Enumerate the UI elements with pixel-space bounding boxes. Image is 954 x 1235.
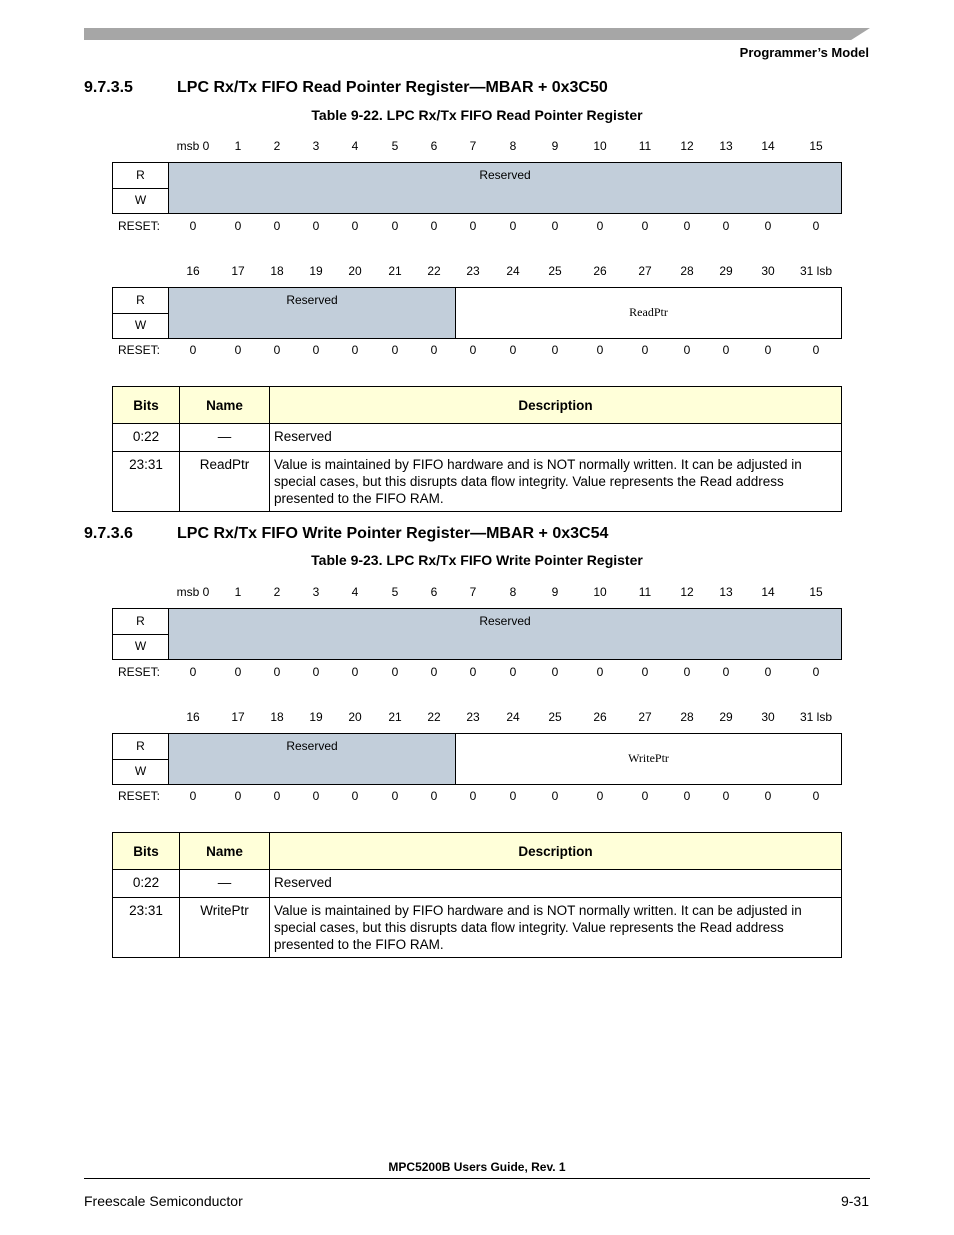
reset-value: 0 (596, 665, 604, 679)
reset-value: 0 (596, 343, 604, 357)
reset-value: 0 (469, 343, 477, 357)
reset-value: 0 (551, 665, 559, 679)
bit-number: msb 0 (176, 139, 210, 153)
reset-label: RESET: (118, 665, 161, 679)
document-title: MPC5200B Users Guide, Rev. 1 (388, 1160, 566, 1174)
bit-number: 10 (593, 585, 607, 599)
reset-value: 0 (812, 343, 820, 357)
reset-value: 0 (596, 219, 604, 233)
company-name: Freescale Semiconductor (84, 1193, 243, 1209)
reset-label: RESET: (118, 343, 161, 357)
reset-value: 0 (391, 789, 399, 803)
bit-number: 26 (593, 264, 607, 278)
bit-number: 29 (719, 264, 733, 278)
reset-value: 0 (764, 219, 772, 233)
column-header: Description (270, 833, 842, 870)
section-heading (84, 525, 608, 543)
bit-number: 30 (761, 710, 775, 724)
reset-value: 0 (469, 789, 477, 803)
reset-value: 0 (683, 789, 691, 803)
reset-value: 0 (509, 665, 517, 679)
bit-number: 9 (551, 585, 559, 599)
read-label: R (113, 609, 169, 635)
bit-number: 14 (761, 139, 775, 153)
section-title: LPC Rx/Tx FIFO Read Pointer Register—MBAR + 0x3C50 (177, 79, 608, 96)
bit-number: 2 (273, 139, 281, 153)
table-caption: Table 9-22. LPC Rx/Tx FIFO Read Pointer Register (311, 107, 643, 123)
reset-value: 0 (189, 789, 197, 803)
table-header-row (113, 387, 842, 424)
read-label: R (113, 163, 169, 189)
reset-values (112, 343, 842, 359)
column-header: Bits (113, 387, 180, 424)
write-label: W (113, 188, 169, 213)
bit-number: 21 (388, 264, 402, 278)
reset-value: 0 (683, 219, 691, 233)
reset-value: 0 (764, 343, 772, 357)
readptr-field (455, 288, 841, 338)
reset-value: 0 (391, 665, 399, 679)
bit-number: 8 (509, 139, 517, 153)
reset-value: 0 (551, 343, 559, 357)
reset-value: 0 (641, 789, 649, 803)
bit-numbers (112, 139, 842, 155)
reset-value: 0 (509, 789, 517, 803)
register-box (112, 608, 842, 660)
reset-value: 0 (812, 789, 820, 803)
table-row (113, 452, 842, 512)
reset-value: 0 (234, 343, 242, 357)
field-label: Reserved (286, 739, 338, 753)
reset-value: 0 (351, 789, 359, 803)
field-description-table (112, 386, 842, 512)
bit-number: 7 (469, 139, 477, 153)
reset-value: 0 (312, 789, 320, 803)
bit-numbers (112, 264, 842, 280)
reset-value: 0 (683, 343, 691, 357)
table-row (113, 424, 842, 452)
reset-value: 0 (764, 789, 772, 803)
bit-numbers (112, 585, 842, 601)
reserved-field (169, 288, 455, 338)
bit-number: 31 lsb (799, 710, 833, 724)
reset-value: 0 (764, 665, 772, 679)
bit-number: 22 (427, 710, 441, 724)
reset-value: 0 (722, 219, 730, 233)
bit-number: 3 (312, 139, 320, 153)
reset-value: 0 (189, 219, 197, 233)
bit-number: 22 (427, 264, 441, 278)
write-label: W (113, 634, 169, 659)
bit-number: 27 (638, 264, 652, 278)
description-cell: Reserved (270, 870, 842, 898)
bit-number: 9 (551, 139, 559, 153)
section-heading (84, 79, 608, 97)
reserved-field (169, 734, 455, 784)
bit-number: 13 (719, 139, 733, 153)
reset-value: 0 (391, 219, 399, 233)
reset-values (112, 789, 842, 805)
field-label: Reserved (479, 614, 531, 628)
reset-value: 0 (312, 343, 320, 357)
description-cell: Value is maintained by FIFO hardware and is NOT normally written. It can be adjusted in special cases, but this disrupts data flow integrity. Value represents the Read address presented to the FIFO RAM. (270, 898, 842, 958)
reset-value: 0 (430, 343, 438, 357)
reserved-field (169, 163, 841, 213)
running-header: Programmer’s Model (739, 45, 869, 60)
bits-cell: 23:31 (113, 898, 180, 958)
field-label: WritePtr (628, 751, 669, 765)
reset-value: 0 (551, 219, 559, 233)
bit-number: msb 0 (176, 585, 210, 599)
header-rule (84, 28, 870, 40)
bit-number: 4 (351, 585, 359, 599)
bit-number: 18 (270, 710, 284, 724)
reset-value: 0 (469, 219, 477, 233)
write-label: W (113, 759, 169, 784)
bit-number: 20 (348, 264, 362, 278)
field-label: ReadPtr (629, 305, 668, 319)
bit-number: 18 (270, 264, 284, 278)
reset-label: RESET: (118, 219, 161, 233)
reset-value: 0 (722, 789, 730, 803)
reset-value: 0 (430, 665, 438, 679)
section-title: LPC Rx/Tx FIFO Write Pointer Register—MBAR + 0x3C54 (177, 525, 609, 542)
bit-number: 31 lsb (799, 264, 833, 278)
name-cell: — (180, 424, 270, 452)
reset-value: 0 (722, 343, 730, 357)
read-label: R (113, 288, 169, 314)
reset-value: 0 (509, 343, 517, 357)
writeptr-field (455, 734, 841, 784)
bit-number: 19 (309, 710, 323, 724)
bit-number: 8 (509, 585, 517, 599)
reset-value: 0 (641, 665, 649, 679)
reset-value: 0 (641, 343, 649, 357)
bit-number: 23 (466, 710, 480, 724)
reset-value: 0 (234, 219, 242, 233)
bit-number: 25 (548, 710, 562, 724)
table-row (113, 898, 842, 958)
reset-value: 0 (312, 665, 320, 679)
bit-number: 5 (391, 139, 399, 153)
table-row (113, 870, 842, 898)
reset-value: 0 (351, 665, 359, 679)
bit-number: 16 (186, 264, 200, 278)
reset-value: 0 (469, 665, 477, 679)
column-header: Description (270, 387, 842, 424)
field-description-table (112, 832, 842, 958)
bit-number: 15 (809, 585, 823, 599)
read-label: R (113, 734, 169, 760)
reset-value: 0 (391, 343, 399, 357)
bit-number: 24 (506, 710, 520, 724)
bit-number: 11 (638, 139, 652, 153)
write-label: W (113, 313, 169, 338)
bit-number: 2 (273, 585, 281, 599)
bit-number: 20 (348, 710, 362, 724)
bits-cell: 23:31 (113, 452, 180, 512)
register-box (112, 162, 842, 214)
reset-value: 0 (551, 789, 559, 803)
reset-value: 0 (234, 789, 242, 803)
reset-label: RESET: (118, 789, 161, 803)
reset-value: 0 (351, 343, 359, 357)
bit-number: 21 (388, 710, 402, 724)
reset-value: 0 (273, 343, 281, 357)
bit-number: 7 (469, 585, 477, 599)
register-box (112, 287, 842, 339)
bit-number: 26 (593, 710, 607, 724)
bit-number: 1 (234, 585, 242, 599)
bits-cell: 0:22 (113, 870, 180, 898)
field-label: Reserved (479, 168, 531, 182)
bit-number: 6 (430, 585, 438, 599)
bit-number: 13 (719, 585, 733, 599)
bit-number: 25 (548, 264, 562, 278)
reset-value: 0 (430, 219, 438, 233)
name-cell: WritePtr (180, 898, 270, 958)
reset-value: 0 (351, 219, 359, 233)
bits-cell: 0:22 (113, 424, 180, 452)
reserved-field (169, 609, 841, 659)
column-header: Name (180, 833, 270, 870)
bit-number: 15 (809, 139, 823, 153)
bit-number: 10 (593, 139, 607, 153)
register-box (112, 733, 842, 785)
table-header-row (113, 833, 842, 870)
reset-value: 0 (509, 219, 517, 233)
description-cell: Reserved (270, 424, 842, 452)
reset-value: 0 (273, 665, 281, 679)
reset-value: 0 (812, 665, 820, 679)
bit-number: 28 (680, 264, 694, 278)
reset-value: 0 (641, 219, 649, 233)
bit-number: 24 (506, 264, 520, 278)
bit-number: 6 (430, 139, 438, 153)
bit-numbers (112, 710, 842, 726)
reset-value: 0 (234, 665, 242, 679)
reset-value: 0 (722, 665, 730, 679)
bit-number: 5 (391, 585, 399, 599)
column-header: Bits (113, 833, 180, 870)
table-caption: Table 9-23. LPC Rx/Tx FIFO Write Pointer Register (311, 552, 643, 568)
column-header: Name (180, 387, 270, 424)
bit-number: 12 (680, 139, 694, 153)
footer-rule (84, 1178, 870, 1179)
section-number: 9.7.3.6 (84, 525, 133, 542)
reset-values (112, 665, 842, 681)
bit-number: 1 (234, 139, 242, 153)
bit-number: 28 (680, 710, 694, 724)
field-label: Reserved (286, 293, 338, 307)
bit-number: 27 (638, 710, 652, 724)
bit-number: 11 (638, 585, 652, 599)
bit-number: 12 (680, 585, 694, 599)
bit-number: 14 (761, 585, 775, 599)
reset-value: 0 (430, 789, 438, 803)
reset-value: 0 (189, 665, 197, 679)
section-number: 9.7.3.5 (84, 79, 133, 96)
reset-value: 0 (683, 665, 691, 679)
reset-value: 0 (189, 343, 197, 357)
bit-number: 30 (761, 264, 775, 278)
bit-number: 19 (309, 264, 323, 278)
bit-number: 16 (186, 710, 200, 724)
reset-value: 0 (273, 789, 281, 803)
bit-number: 3 (312, 585, 320, 599)
bit-number: 17 (231, 264, 245, 278)
reset-value: 0 (812, 219, 820, 233)
bit-number: 23 (466, 264, 480, 278)
description-cell: Value is maintained by FIFO hardware and is NOT normally written. It can be adjusted in special cases, but this disrupts data flow integrity. Value represents the Read address presented to the FIFO RAM. (270, 452, 842, 512)
page-number: 9-31 (840, 1193, 869, 1209)
reset-value: 0 (273, 219, 281, 233)
name-cell: — (180, 870, 270, 898)
bit-number: 4 (351, 139, 359, 153)
bit-number: 17 (231, 710, 245, 724)
name-cell: ReadPtr (180, 452, 270, 512)
bit-number: 29 (719, 710, 733, 724)
reset-values (112, 219, 842, 235)
reset-value: 0 (312, 219, 320, 233)
reset-value: 0 (596, 789, 604, 803)
